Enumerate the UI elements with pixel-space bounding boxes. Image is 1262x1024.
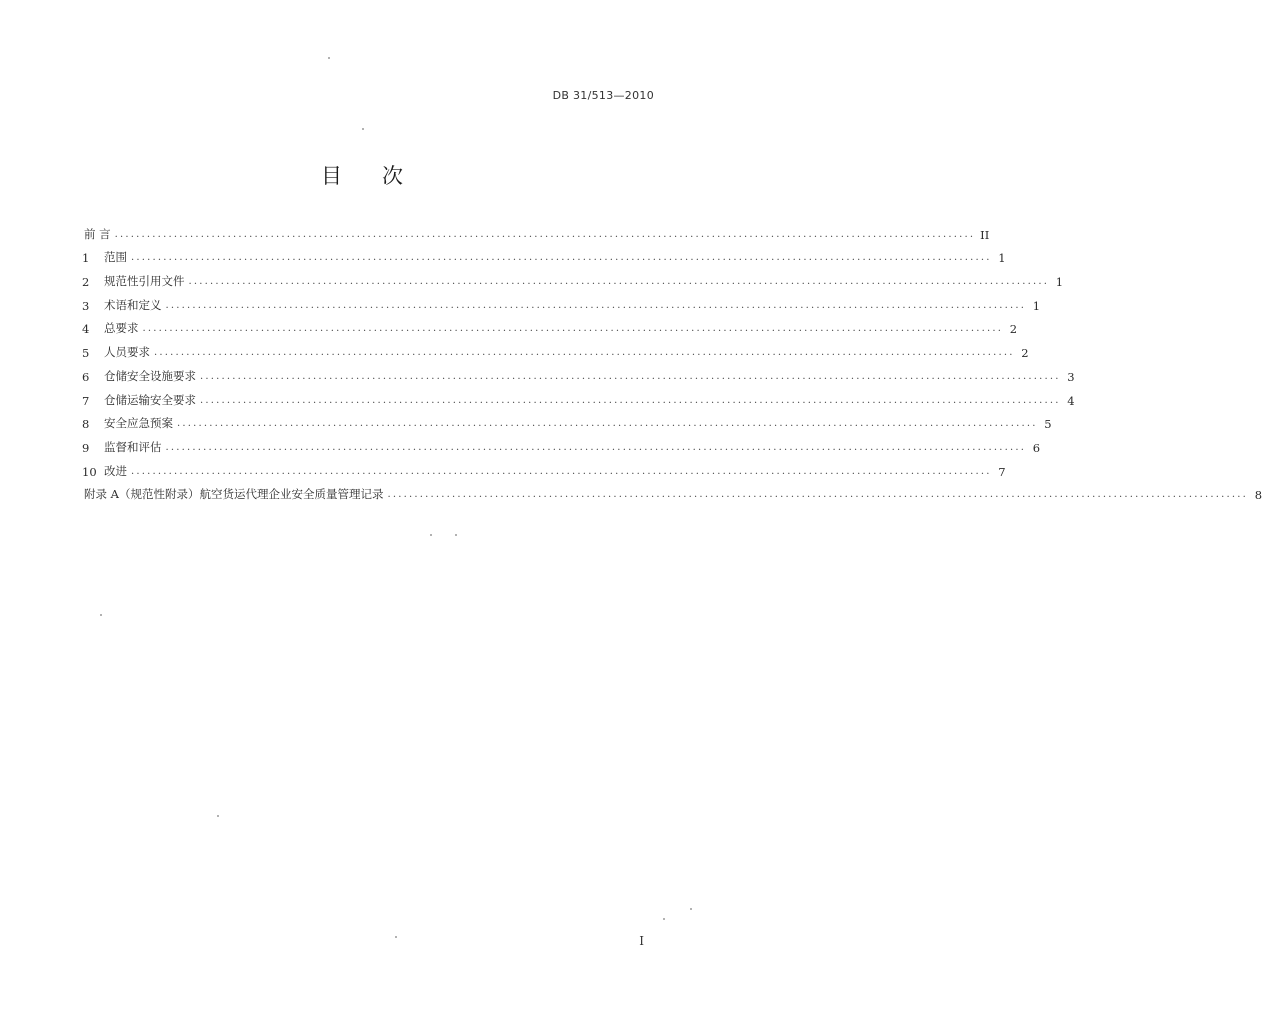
- dot-leader: ................................................................................................................................................................: [165, 441, 1027, 453]
- toc-entry-label: 改进: [104, 463, 127, 478]
- scan-speck: [430, 534, 432, 536]
- toc-entry-page: 8: [1254, 488, 1262, 503]
- dot-leader: ................................................................................................................................................................: [188, 276, 1050, 288]
- scan-speck: [217, 815, 219, 817]
- page-title: [0, 160, 724, 190]
- toc-entry-number: 5: [82, 346, 90, 361]
- dot-leader: ................................................................................................................................................................: [131, 465, 992, 477]
- toc-entry[interactable]: [82, 313, 1018, 337]
- toc-entry[interactable]: [82, 384, 1075, 408]
- toc-entry-number: 7: [82, 393, 90, 408]
- toc-entry-page: 3: [1067, 369, 1075, 384]
- toc-entry-label: 监督和评估: [104, 439, 162, 454]
- dot-leader: ................................................................................................................................................................: [200, 394, 1061, 406]
- toc-entry[interactable]: [82, 336, 1029, 361]
- toc-entry-page: 4: [1067, 393, 1075, 408]
- toc-entry[interactable]: [82, 431, 1041, 455]
- document-code: DB 31/513—2010: [552, 89, 654, 102]
- scan-speck: [455, 534, 457, 536]
- toc-entry-number: 10: [82, 464, 97, 479]
- scan-speck: [100, 614, 102, 616]
- toc-entry-number: 2: [82, 275, 90, 290]
- dot-leader: ................................................................................................................................................................: [165, 299, 1027, 311]
- toc-entry-label: 范围: [104, 250, 127, 265]
- toc-entry-label: 规范性引用文件: [104, 274, 185, 289]
- toc-entry-label: 前 言: [84, 226, 111, 241]
- scan-speck: [328, 57, 330, 59]
- dot-leader: ................................................................................................................................................................: [387, 489, 1249, 501]
- toc-entry-page: 5: [1044, 417, 1052, 432]
- dot-leader: ................................................................................................................................................................: [114, 228, 976, 240]
- toc-entry[interactable]: [82, 479, 1262, 503]
- toc-entry-number: 1: [82, 251, 90, 266]
- toc-entry-label: 术语和定义: [104, 297, 162, 312]
- toc-entry[interactable]: [82, 265, 1064, 290]
- toc-entry-label: 仓储运输安全要求: [104, 392, 196, 407]
- toc-entry[interactable]: [82, 242, 1006, 266]
- dot-leader: ................................................................................................................................................................: [200, 370, 1061, 382]
- title-char-2: 次: [382, 164, 403, 188]
- dot-leader: ................................................................................................................................................................: [142, 323, 1004, 335]
- toc-entry-page: 7: [998, 464, 1006, 479]
- toc-entry-number: 3: [82, 298, 90, 313]
- toc-entry-label: 人员要求: [104, 345, 150, 360]
- toc-entry-label: 安全应急预案: [104, 416, 173, 431]
- toc-entry-page: 2: [1021, 346, 1029, 361]
- toc-entry[interactable]: [82, 289, 1041, 313]
- toc-entry-page: 1: [998, 251, 1006, 266]
- toc-entry-page: 1: [1032, 298, 1041, 313]
- toc-entry-page: 6: [1032, 440, 1041, 455]
- toc-entry[interactable]: [82, 408, 1052, 432]
- toc-entry-number: 4: [82, 322, 90, 337]
- title-char-1: 目: [321, 164, 342, 188]
- toc-entry[interactable]: [82, 360, 1075, 384]
- scan-speck: [395, 936, 397, 938]
- scan-speck: [690, 908, 692, 910]
- toc-entry-label: 仓储安全设施要求: [104, 368, 196, 383]
- toc-entry-number: 6: [82, 369, 90, 384]
- scan-speck: [663, 918, 665, 920]
- toc-entry-number: 9: [82, 440, 90, 455]
- toc-entry[interactable]: [82, 218, 990, 242]
- toc-entry-page: 1: [1055, 275, 1064, 290]
- toc-entry-number: 8: [82, 417, 90, 432]
- dot-leader: ................................................................................................................................................................: [154, 347, 1015, 359]
- toc-entry-label: 总要求: [104, 321, 139, 336]
- scan-speck: [362, 128, 364, 130]
- toc-entry-label: 附录 A（规范性附录）航空货运代理企业安全质量管理记录: [84, 487, 384, 502]
- toc-entry-page: II: [980, 227, 990, 242]
- dot-leader: ................................................................................................................................................................: [131, 252, 992, 264]
- dot-leader: ................................................................................................................................................................: [177, 418, 1038, 430]
- toc-entry[interactable]: [82, 455, 1006, 479]
- page-number: I: [639, 934, 644, 948]
- table-of-contents: [82, 218, 1262, 503]
- toc-entry-page: 2: [1009, 322, 1018, 337]
